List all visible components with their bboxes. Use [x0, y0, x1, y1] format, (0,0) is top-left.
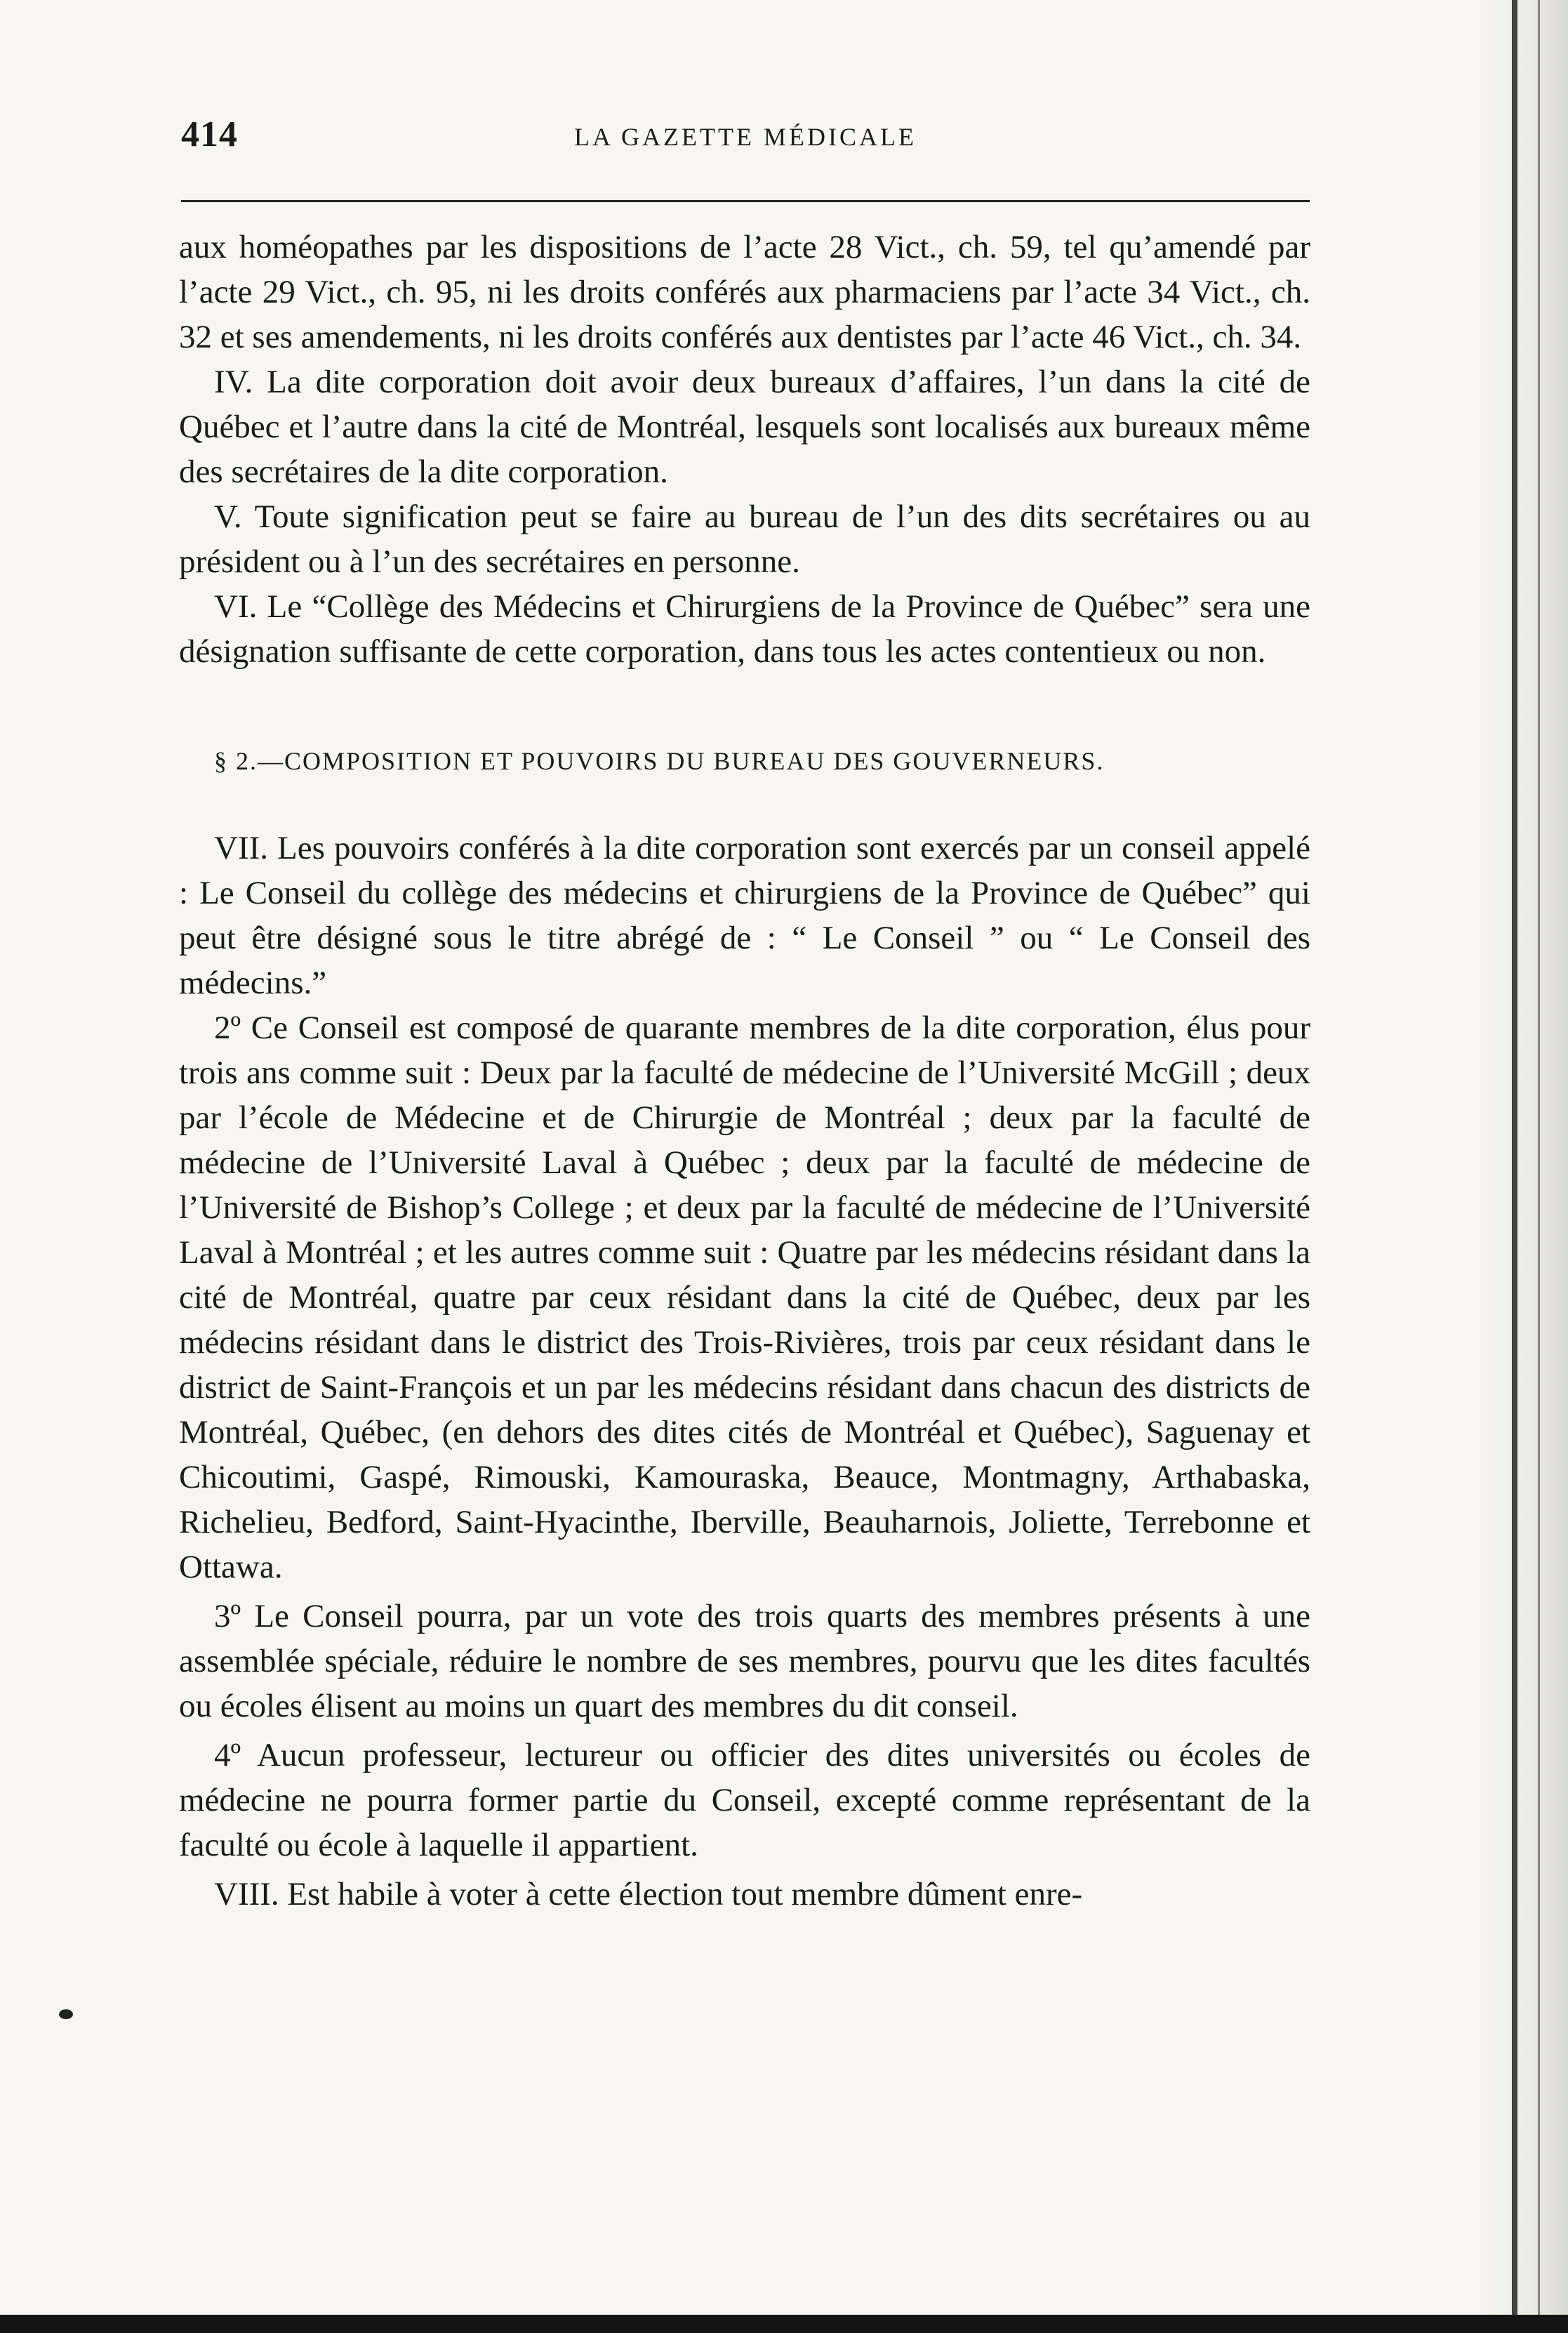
- scan-bottom-border: [0, 2315, 1568, 2333]
- header-rule: [181, 200, 1310, 202]
- binding-edge-line: [1512, 0, 1517, 2333]
- paragraph-clause-4: 4º Aucun professeur, lectureur ou officier des dites universités ou écoles de médecine ne pourra former partie du Conseil, excepté comme représentant de la faculté ou école à laquelle il appartient.: [179, 1737, 1310, 1863]
- paragraph-continuation: aux homéopathes par les dispositions de l’acte 28 Vict., ch. 59, tel qu’amendé par l’acte 29 Vict., ch. 95, ni les droits conférés aux pharmaciens par l’acte 34 Vict., ch. 32 et ses amendements, ni les droits conférés aux dentistes par l’acte 46 Vict., ch. 34.: [179, 229, 1310, 355]
- paragraph-article-vi: VI. Le “Collège des Médecins et Chirurgiens de la Province de Québec” sera une désignation suffisante de cette corporation, dans tous les actes contentieux ou non.: [179, 588, 1310, 670]
- ink-speck: [59, 2009, 73, 2019]
- running-title: LA GAZETTE MÉDICALE: [574, 123, 917, 151]
- paragraph-article-vii: VII. Les pouvoirs conférés à la dite corporation sont exercés par un conseil appelé : Le Conseil du collège des médecins et chirurgiens de la Province de Québec” qui peut être désigné sous le titre abrégé de : “ Le Conseil ” ou “ Le Conseil des médecins.”: [179, 830, 1310, 1001]
- page-header: [181, 114, 1310, 156]
- paragraph-article-viii: VIII. Est habile à voter à cette élection tout membre dûment enre-: [214, 1876, 1083, 1912]
- page-number: 414: [181, 114, 238, 154]
- section-heading: § 2.—COMPOSITION ET POUVOIRS DU BUREAU DES GOUVERNEURS.: [214, 747, 1105, 775]
- page-edge-shadow: [1477, 0, 1568, 2333]
- paragraph-clause-3: 3º Le Conseil pourra, par un vote des trois quarts des membres présents à une assemblée spéciale, réduire le nombre de ses membres, pourvu que les dites facultés ou écoles élisent au moins un quart des membres du dit conseil.: [179, 1598, 1310, 1724]
- paragraph-article-iv: IV. La dite corporation doit avoir deux bureaux d’affaires, l’un dans la cité de Québec et l’autre dans la cité de Montréal, lesquels sont localisés aux bureaux même des secrétaires de la dite corporation.: [179, 364, 1310, 490]
- paragraph-article-v: V. Toute signification peut se faire au bureau de l’un des dits secrétaires ou au président ou à l’un des secrétaires en personne.: [179, 498, 1310, 580]
- binding-edge-line-thin: [1538, 0, 1540, 2333]
- page-body: [179, 225, 1310, 1917]
- paragraph-clause-2: 2º Ce Conseil est composé de quarante membres de la dite corporation, élus pour trois ans comme suit : Deux par la faculté de médecine de l’Université McGill ; deux par l’école de Médecine et de Chirurgie de Montréal ; deux par la faculté de médecine de l’Université Laval à Québec ; deux par la faculté de médecine de l’Université de Bishop’s College ; et deux par la faculté de médecine de l’Université Laval à Montréal ; et les autres comme suit : Quatre par les médecins résidant dans la cité de Montréal, quatre par ceux résidant dans la cité de Québec, deux par les médecins résidant dans le district des Trois-Rivières, trois par ceux résidant dans le district de Saint-François et un par les médecins résidant dans chacun des districts de Montréal, Québec, (en dehors des dites cités de Montréal et Québec), Saguenay et Chicoutimi, Gaspé, Rimouski, Kamouraska, Beauce, Montmagny, Arthabaska, Richelieu, Bedford, Saint-Hyacinthe, Iberville, Beauharnois, Joliette, Terrebonne et Ottawa.: [179, 1010, 1310, 1585]
